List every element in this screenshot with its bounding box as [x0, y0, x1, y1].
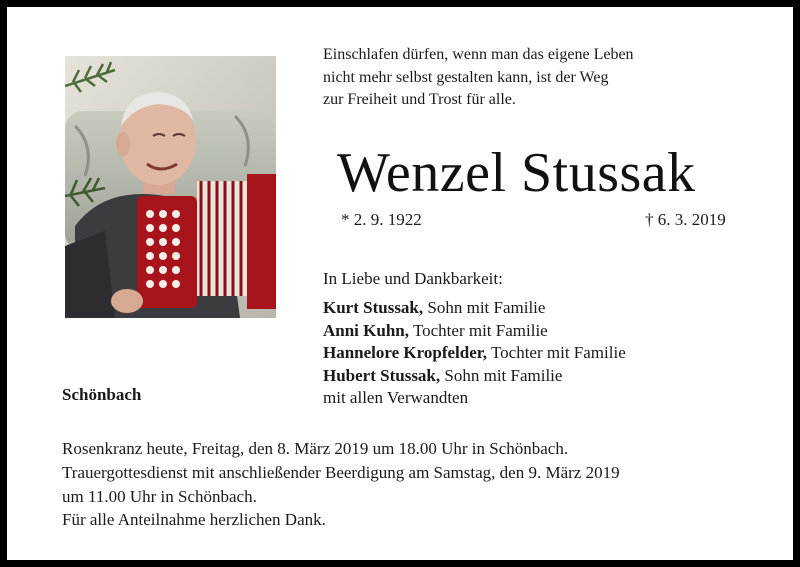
mourner-row	[323, 320, 626, 343]
mourners-list	[323, 297, 626, 410]
portrait-photo	[65, 56, 276, 318]
quote-line: Einschlafen dürfen, wenn man das eigene Leben	[323, 46, 634, 63]
mourner-relation: Tochter mit Familie	[487, 343, 626, 362]
mourner-row	[323, 365, 626, 388]
mourners-closing: mit allen Verwandten	[323, 388, 469, 407]
mourner-relation: Sohn mit Familie	[423, 298, 546, 317]
quote-line: zur Freiheit und Trost für alle.	[323, 91, 516, 108]
deceased-name: Wenzel Stussak	[337, 142, 696, 204]
thanks-note: Für alle Anteilnahme herzlichen Dank.	[62, 510, 326, 529]
quote	[323, 44, 743, 112]
mourner-row	[323, 297, 626, 320]
mourner-row	[323, 342, 626, 365]
birth-date: * 2. 9. 1922	[341, 210, 422, 229]
mourner-name: Hannelore Kropfelder,	[323, 343, 488, 362]
mourner-relation: Tochter mit Familie	[409, 320, 548, 340]
mourner-name: Kurt Stussak,	[323, 298, 424, 317]
service-line: Rosenkranz heute, Freitag, den 8. März 2019 um 18.00 Uhr in Schönbach.	[62, 439, 569, 458]
service-line: um 11.00 Uhr in Schönbach.	[62, 487, 257, 506]
accordion-player-image	[65, 56, 276, 318]
mourner-name: Anni Kuhn,	[323, 320, 409, 340]
service-info	[62, 437, 762, 509]
quote-line: nicht mehr selbst gestalten kann, ist der Weg	[323, 68, 609, 86]
place-name: Schönbach	[62, 385, 142, 404]
mourner-name: Hubert Stussak,	[323, 365, 441, 385]
death-date: † 6. 3. 2019	[645, 210, 726, 229]
service-line: Trauergottesdienst mit anschließender Beerdigung am Samstag, den 9. März 2019	[62, 463, 620, 482]
mourners-intro: In Liebe und Dankbarkeit:	[323, 269, 503, 288]
mourner-relation: Sohn mit Familie	[440, 365, 563, 385]
